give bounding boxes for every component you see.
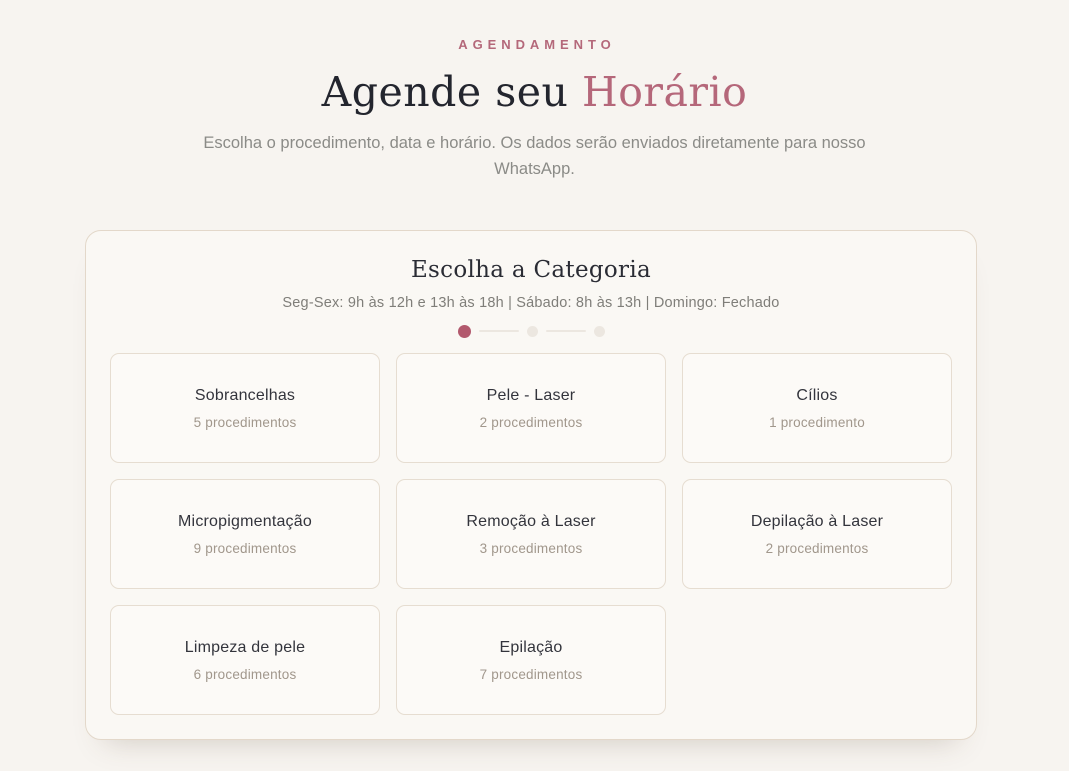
category-tile[interactable] [682,479,952,589]
step-progress-indicator [110,324,952,338]
step-connector [479,330,519,332]
step-dot-1 [458,325,471,338]
category-name: Sobrancelhas [194,386,296,404]
category-tile[interactable] [396,353,666,463]
category-tile[interactable] [110,605,380,715]
category-procedure-count: 3 procedimentos [479,540,583,556]
category-name: Limpeza de pele [184,638,306,656]
category-procedure-count: 5 procedimentos [193,414,297,430]
category-name: Pele - Laser [486,386,576,404]
category-name: Micropigmentação [178,512,312,530]
page-header [0,0,1069,182]
page-title-accent: Horário [581,68,748,116]
step-connector [546,330,586,332]
booking-panel [85,230,977,740]
category-procedure-count: 2 procedimentos [479,414,583,430]
category-tile[interactable] [396,605,666,715]
category-procedure-count: 9 procedimentos [193,540,297,556]
section-eyebrow: AGENDAMENTO [458,37,616,52]
page-subtitle: Escolha o procedimento, data e horário. Os dados serão enviados diretamente para nosso WhatsApp. [203,134,866,178]
category-tile[interactable] [110,479,380,589]
step-dot-2 [527,326,538,337]
category-grid [110,353,952,715]
category-procedure-count: 7 procedimentos [479,666,583,682]
category-tile[interactable] [682,353,952,463]
category-procedure-count: 6 procedimentos [193,666,297,682]
category-name: Depilação à Laser [750,512,884,530]
category-tile[interactable] [110,353,380,463]
category-tile[interactable] [396,479,666,589]
category-procedure-count: 2 procedimentos [765,540,869,556]
category-name: Epilação [499,638,563,656]
page-title-prefix: Agende seu [321,68,582,116]
page-title [0,70,1069,115]
category-name: Remoção à Laser [466,512,596,530]
category-procedure-count: 1 procedimento [769,414,865,430]
panel-heading: Escolha a Categoria [410,257,652,283]
category-name: Cílios [796,386,838,404]
step-dot-3 [594,326,605,337]
business-hours: Seg-Sex: 9h às 12h e 13h às 18h | Sábado: 8h às 13h | Domingo: Fechado [282,295,780,311]
